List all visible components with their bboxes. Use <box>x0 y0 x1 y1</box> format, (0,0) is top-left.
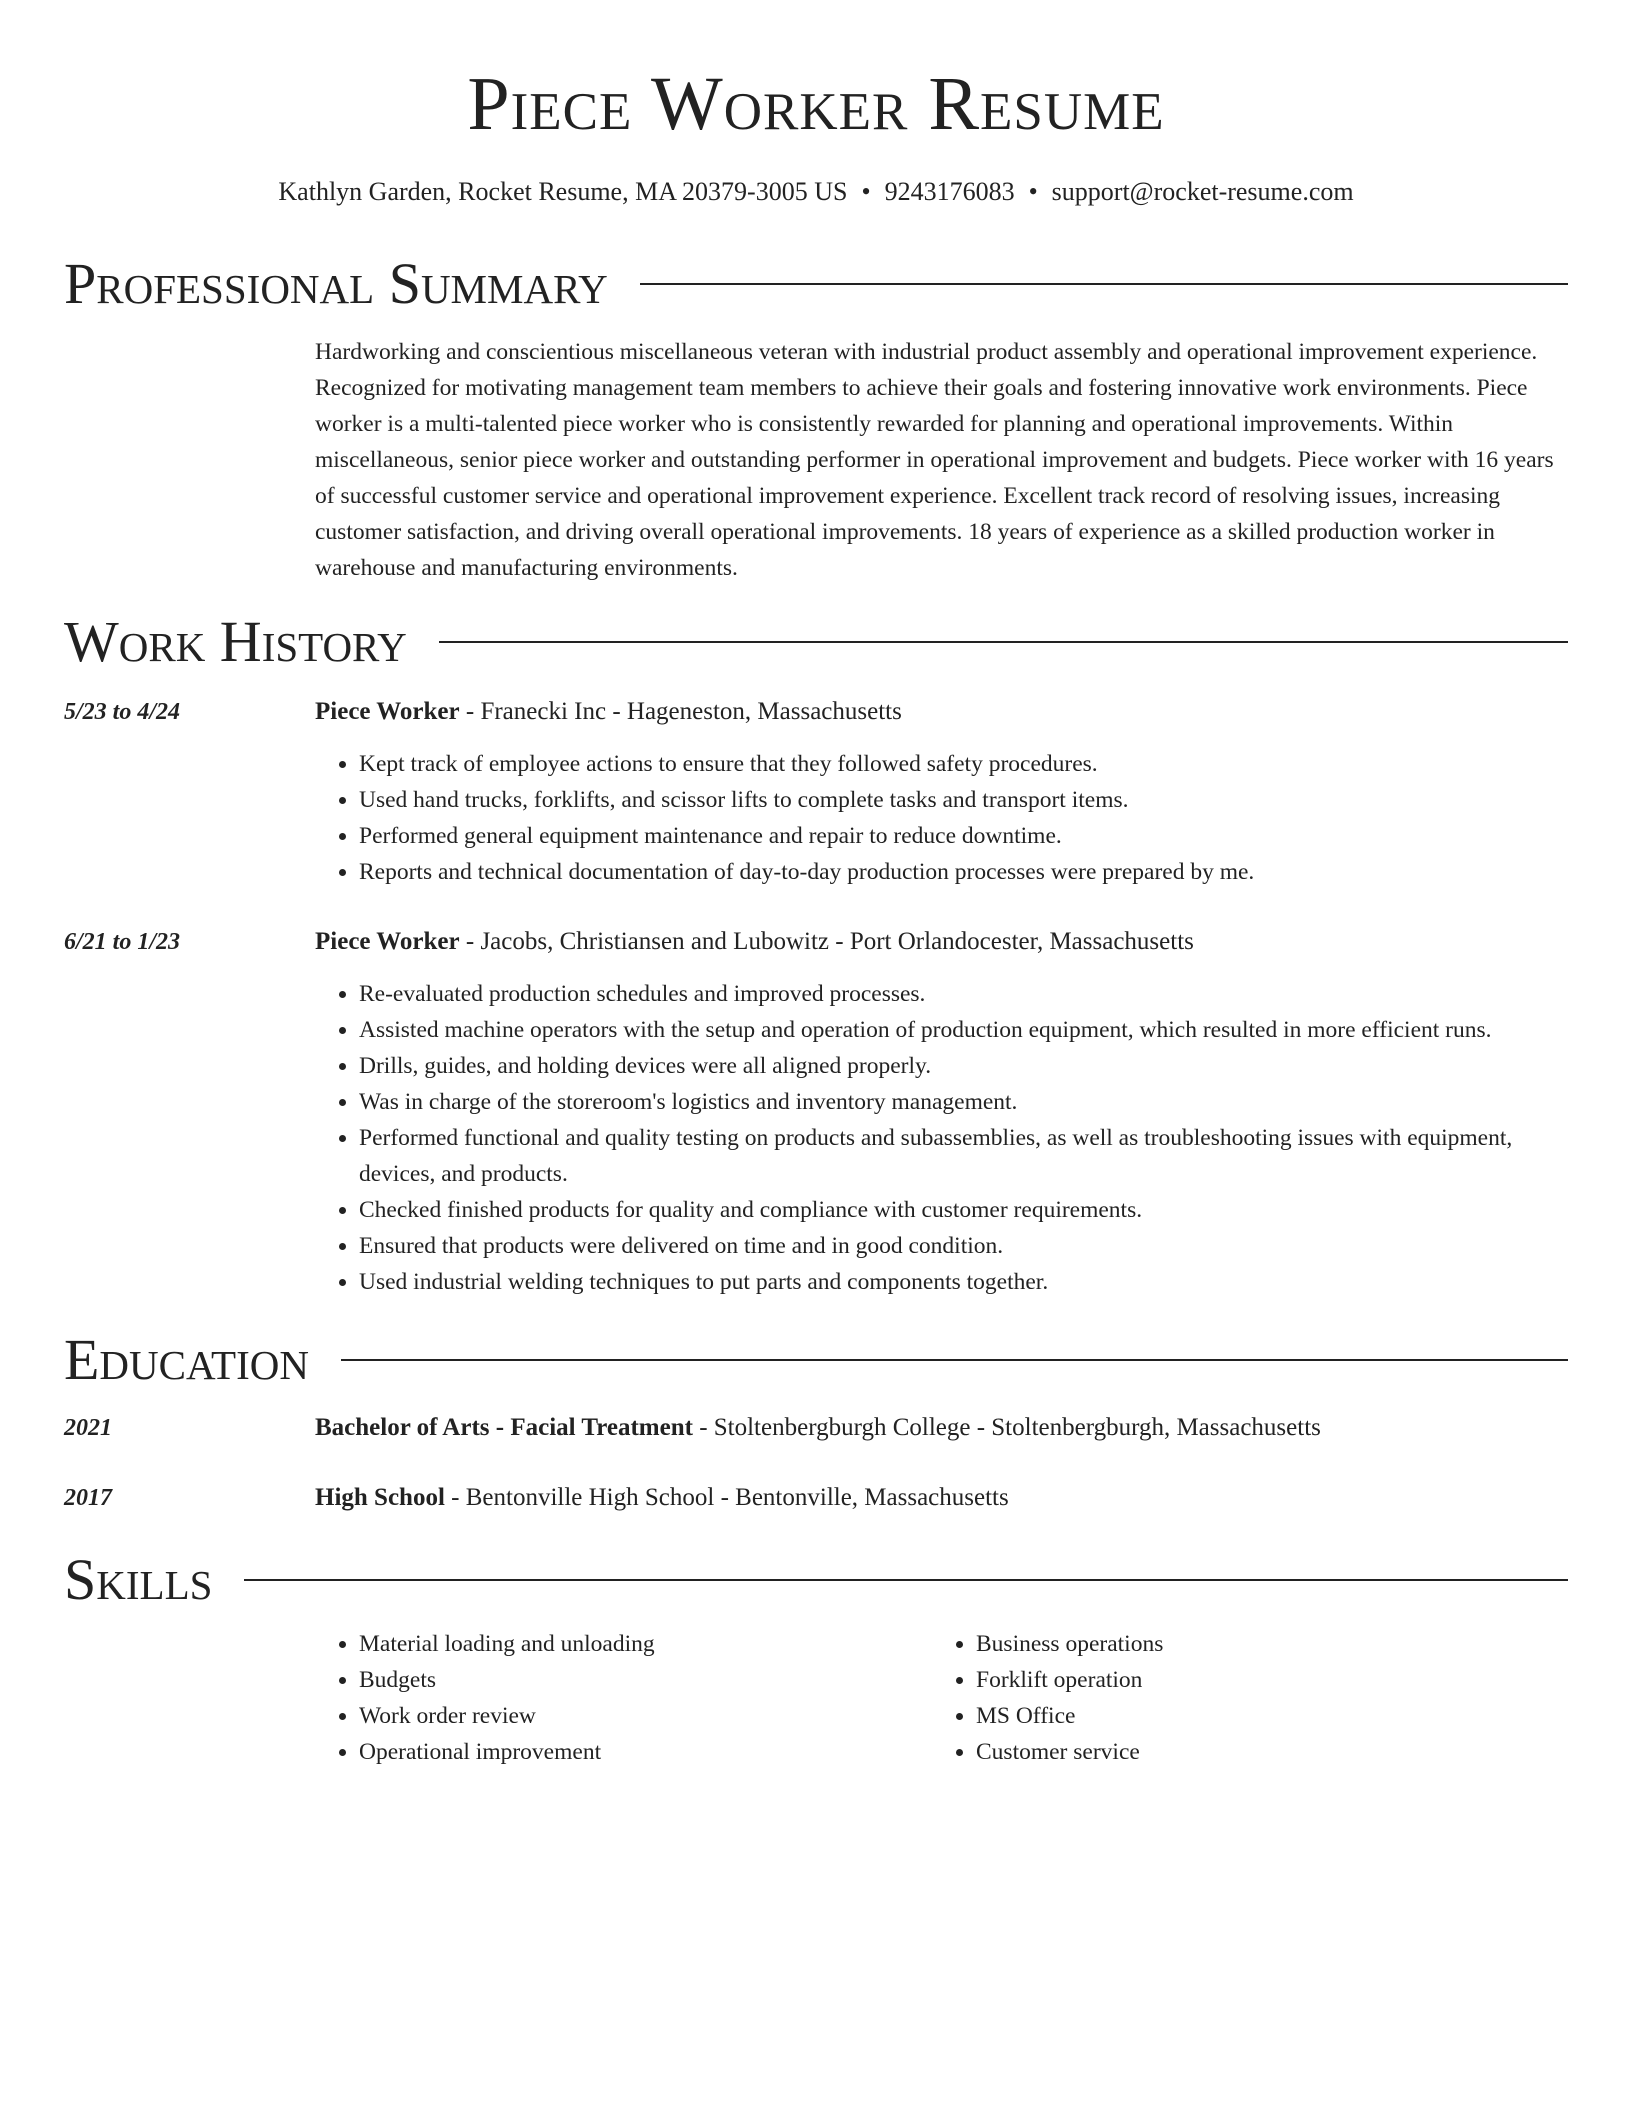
job-bullet: • Was in charge of the storeroom's logistics and inventory management. <box>359 1084 1568 1120</box>
skills-column-left <box>315 1626 932 1770</box>
section-divider <box>341 1359 1568 1361</box>
contact-separator: • <box>861 177 871 206</box>
education-year: 2017 <box>64 1485 112 1511</box>
education-section-header <box>64 1328 1568 1392</box>
job-bullet: • Reports and technical documentation of day-to-day production processes were prepared by me. <box>359 854 1568 890</box>
work-history-section-header <box>64 610 1568 674</box>
job-bullet: • Re-evaluated production schedules and improved processes. <box>359 976 1568 1012</box>
job-bullets <box>315 746 1568 890</box>
education-degree: Bachelor of Arts - Facial Treatment <box>315 1414 693 1441</box>
job-bullet: • Ensured that products were delivered on time and in good condition. <box>359 1228 1568 1264</box>
job-bullet: • Performed functional and quality testing on products and subassemblies, as well as troubleshooting issues with equipment, devices, and products. <box>359 1120 1568 1192</box>
job-bullet: • Used hand trucks, forklifts, and scissor lifts to complete tasks and transport items. <box>359 782 1568 818</box>
job-bullet: • Performed general equipment maintenance and repair to reduce downtime. <box>359 818 1568 854</box>
job-entry <box>64 924 1568 1300</box>
section-divider <box>244 1579 1568 1581</box>
contact-phone: 9243176083 <box>884 177 1015 206</box>
education-details: - Stoltenbergburgh College - Stoltenbergburgh, Massachusetts <box>692 1414 1321 1441</box>
job-bullet: • Checked finished products for quality and compliance with customer requirements. <box>359 1192 1568 1228</box>
education-heading <box>315 1410 1568 1446</box>
job-title: Piece Worker <box>315 698 460 725</box>
job-details: - Jacobs, Christiansen and Lubowitz - Port Orlandocester, Massachusetts <box>459 928 1194 955</box>
job-bullets <box>315 976 1568 1300</box>
skill-item: • Business operations <box>976 1626 1549 1662</box>
job-details: - Franecki Inc - Hageneston, Massachusetts <box>459 698 902 725</box>
summary-text: Hardworking and conscientious miscellaneous veteran with industrial product assembly and operational improvement experience. Recognized for motivating management team members to achieve their goals and fostering innovative work environments. Piece worker is a multi-talented piece worker who is consistently rewarded for planning and operational improvements. Within miscellaneous, senior piece worker and outstanding performer in operational improvement and budgets. Piece worker with 16 years of successful customer service and operational improvement experience. Excellent track record of resolving issues, increasing customer satisfaction, and driving overall operational improvements. 18 years of experience as a skilled production worker in warehouse and manufacturing environments. <box>315 339 1554 581</box>
skill-item: • Customer service <box>976 1734 1549 1770</box>
skills-column-right <box>932 1626 1549 1770</box>
job-dates: 6/21 to 1/23 <box>64 929 181 955</box>
job-bullet: • Assisted machine operators with the setup and operation of production equipment, which resulted in more efficient runs. <box>359 1012 1568 1048</box>
education-heading <box>315 1480 1568 1516</box>
skills-list <box>315 1626 1568 1770</box>
section-title-summary: Professional Summary <box>64 251 608 316</box>
contact-email: support@rocket-resume.com <box>1051 177 1354 206</box>
education-details: - Bentonville High School - Bentonville, Massachusetts <box>444 1484 1009 1511</box>
job-heading <box>315 694 1568 730</box>
skill-item: • Budgets <box>359 1662 932 1698</box>
skill-item: • MS Office <box>976 1698 1549 1734</box>
contact-line <box>0 176 1632 208</box>
job-bullet: • Drills, guides, and holding devices were all aligned properly. <box>359 1048 1568 1084</box>
section-title-work-history: Work History <box>64 609 407 674</box>
section-divider <box>439 641 1568 643</box>
skills-section-header <box>64 1548 1568 1612</box>
section-title-skills: Skills <box>64 1547 213 1612</box>
skill-item: • Material loading and unloading <box>359 1626 932 1662</box>
job-title: Piece Worker <box>315 928 460 955</box>
job-bullet: • Kept track of employee actions to ensure that they followed safety procedures. <box>359 746 1568 782</box>
skill-item: • Work order review <box>359 1698 932 1734</box>
resume-title: Piece Worker Resume <box>467 62 1165 146</box>
contact-address: Kathlyn Garden, Rocket Resume, MA 20379-3005 US <box>278 177 848 206</box>
job-entry <box>64 694 1568 890</box>
job-heading <box>315 924 1568 960</box>
section-title-education: Education <box>64 1327 309 1392</box>
education-entry <box>64 1480 1568 1516</box>
job-dates: 5/23 to 4/24 <box>64 699 181 725</box>
education-entry <box>64 1410 1568 1446</box>
section-divider <box>640 283 1568 285</box>
skill-item: • Forklift operation <box>976 1662 1549 1698</box>
job-bullet: • Used industrial welding techniques to put parts and components together. <box>359 1264 1568 1300</box>
contact-separator: • <box>1028 177 1038 206</box>
summary-section-header <box>64 252 1568 316</box>
education-degree: High School <box>315 1484 445 1511</box>
education-year: 2021 <box>64 1415 112 1441</box>
skill-item: • Operational improvement <box>359 1734 932 1770</box>
